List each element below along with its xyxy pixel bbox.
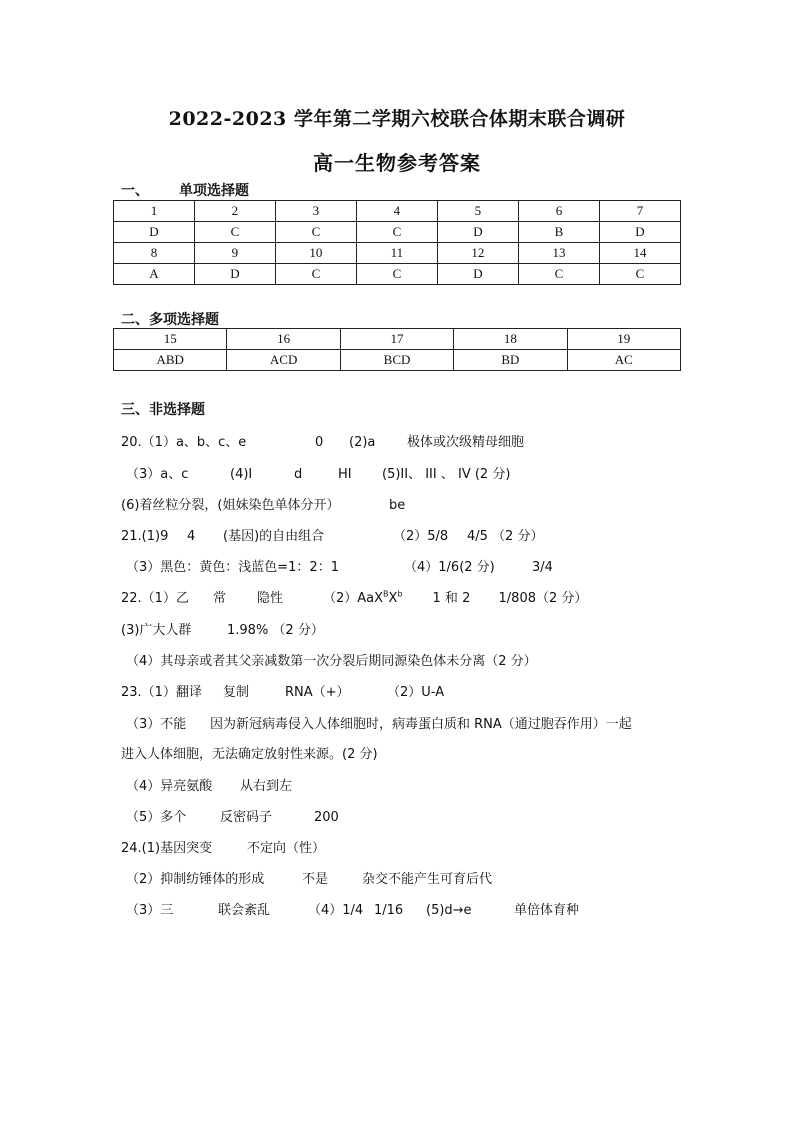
q23-part-10: 反密码子 [220,810,273,825]
table1-row [114,222,681,243]
table1-answer-cell: D [194,264,275,285]
q23-part-8: 从右到左 [240,779,293,794]
table1-answer-cell: C [194,222,275,243]
multi-choice-answer-table [113,328,681,371]
q22-part-1: 22.（1）乙 [121,591,189,606]
table1-row [114,201,681,222]
q22-part-2: 常 [213,591,227,606]
table1-question-number-cell: 12 [437,243,518,264]
table1-answer-cell: B [518,222,599,243]
document-title: 2022-2023 学年第二学期六校联合体期末联合调研 [168,108,626,130]
q20-part-11: be [389,498,406,513]
q22-part-7: (3)广大人群 [121,623,192,638]
table1-row [114,264,681,285]
table1-question-number-cell: 8 [114,243,195,264]
table1-question-number-cell: 4 [356,201,437,222]
table2-row [114,350,681,371]
q23-part-6: 因为新冠病毒侵入人体细胞时，病毒蛋白质和 RNA（通过胞吞作用）一起 [210,717,632,732]
table2-question-number-cell: 15 [114,329,227,350]
table1-answer-cell: D [114,222,195,243]
table2-row [114,329,681,350]
section-3-heading: 三、非选择题 [121,402,205,418]
q22-genotype-sup-1: B [383,589,389,599]
table1-answer-cell: D [599,222,680,243]
q23-part-7: （4）异亮氨酸 [126,779,213,794]
q20-part-4: 极体或次级精母细胞 [407,435,525,450]
q20-part-8: HI [338,467,352,482]
section-1-number: 一、 [121,183,149,199]
q23-line-2 [126,713,632,732]
q23-part-11: 200 [314,810,339,825]
section-2-heading: 二、多项选择题 [121,312,219,328]
q22-part-3: 隐性 [257,591,284,606]
table2-answer-cell: ABD [114,350,227,371]
q21-part-1: 21.(1)9 [121,529,169,544]
section-1-heading [121,180,249,200]
q24-part-1: 24.(1)基因突变 [121,841,213,856]
q21-part-5: 4/5 （2 分） [467,529,544,544]
table1-answer-cell: C [599,264,680,285]
q24-part-10: (5)d→e [426,903,472,918]
q24-line-3 [126,899,579,918]
q23-part-1: 23.（1）翻译 [121,685,202,700]
q22-genotype-x: X [388,591,398,606]
section-1-label: 单项选择题 [179,183,249,199]
q23-part-5: （3）不能 [126,717,187,732]
table1-answer-cell: C [518,264,599,285]
q24-part-11: 单倍体育种 [514,903,580,918]
table1-question-number-cell: 9 [194,243,275,264]
table2-question-number-cell: 18 [454,329,567,350]
document-subtitle: 高一生物参考答案 [313,151,481,175]
q20-line-3 [121,494,405,513]
q23-line-1 [121,681,444,700]
q22-line-1 [121,587,587,606]
q23-line-4 [126,775,292,794]
q21-part-8: 3/4 [532,560,553,575]
q24-line-1 [121,837,325,856]
q20-part-5: （3）a、c [126,467,189,482]
table2-answer-cell: BCD [340,350,453,371]
q23-line-3: 进入人体细胞，无法确定放射性来源。(2 分) [121,747,378,762]
q22-genotype-base: （2）AaX [323,591,384,606]
q20-line-2 [126,463,510,482]
table1-answer-cell: C [275,264,356,285]
q20-part-7: d [294,467,303,482]
q20-line-1 [121,431,524,450]
q20-part-10: (6)着丝粒分裂，(姐妹染色单体分开） [121,498,340,513]
q21-part-4: （2）5/8 [393,529,449,544]
single-choice-answer-table [113,200,681,285]
q23-part-2: 复制 [223,685,250,700]
table1-question-number-cell: 11 [356,243,437,264]
table1-question-number-cell: 6 [518,201,599,222]
q22-line-2 [121,619,324,638]
q20-part-2: 0 [315,435,324,450]
q24-line-2 [126,868,492,887]
q24-part-5: 杂交不能产生可育后代 [362,872,493,887]
q21-part-7: （4）1/6(2 分) [404,560,495,575]
table2-answer-cell: AC [567,350,680,371]
table2-question-number-cell: 16 [227,329,340,350]
table1-question-number-cell: 14 [599,243,680,264]
q24-part-7: 联会紊乱 [218,903,271,918]
q22-part-8: 1.98% （2 分） [227,623,324,638]
q24-part-8: （4）1/4 [308,903,364,918]
q23-part-9: （5）多个 [126,810,187,825]
table2-answer-cell: ACD [227,350,340,371]
table1-answer-cell: A [114,264,195,285]
q21-line-1 [121,525,543,544]
q22-genotype [323,587,403,606]
table1-question-number-cell: 5 [437,201,518,222]
table1-question-number-cell: 7 [599,201,680,222]
table1-answer-cell: C [275,222,356,243]
q20-part-3: (2)a [349,435,376,450]
q24-part-2: 不定向（性） [247,841,326,856]
q22-part-6: 1/808（2 分） [498,591,588,606]
q24-part-3: （2）抑制纺锤体的形成 [126,872,265,887]
q24-part-6: （3）三 [126,903,174,918]
table1-question-number-cell: 3 [275,201,356,222]
table1-question-number-cell: 1 [114,201,195,222]
q24-part-9: 1/16 [374,903,404,918]
q21-part-2: 4 [187,529,196,544]
q21-part-3: (基因)的自由组合 [223,529,325,544]
q20-part-1: 20.（1）a、b、c、e [121,435,247,450]
q21-line-2 [126,556,553,575]
q22-genotype-sup-2: b [397,589,403,599]
table1-answer-cell: C [356,264,437,285]
table1-question-number-cell: 13 [518,243,599,264]
q22-part-5: 1 和 2 [432,591,471,606]
table1-answer-cell: D [437,264,518,285]
q22-line-3: （4）其母亲或者其父亲减数第一次分裂后期同源染色体未分离（2 分） [126,654,537,669]
q21-part-6: （3）黑色：黄色：浅蓝色=1：2：1 [126,560,339,575]
table2-question-number-cell: 19 [567,329,680,350]
table2-answer-cell: BD [454,350,567,371]
q23-part-4: （2）U-A [387,685,445,700]
q23-part-3: RNA（+） [285,685,350,700]
table1-question-number-cell: 10 [275,243,356,264]
table1-answer-cell: C [356,222,437,243]
table1-row [114,243,681,264]
table1-question-number-cell: 2 [194,201,275,222]
q24-part-4: 不是 [302,872,329,887]
q23-line-5 [126,806,339,825]
table2-question-number-cell: 17 [340,329,453,350]
q20-part-9: (5)II、 III 、 IV (2 分) [382,467,511,482]
table1-answer-cell: D [437,222,518,243]
q20-part-6: (4)I [230,467,253,482]
